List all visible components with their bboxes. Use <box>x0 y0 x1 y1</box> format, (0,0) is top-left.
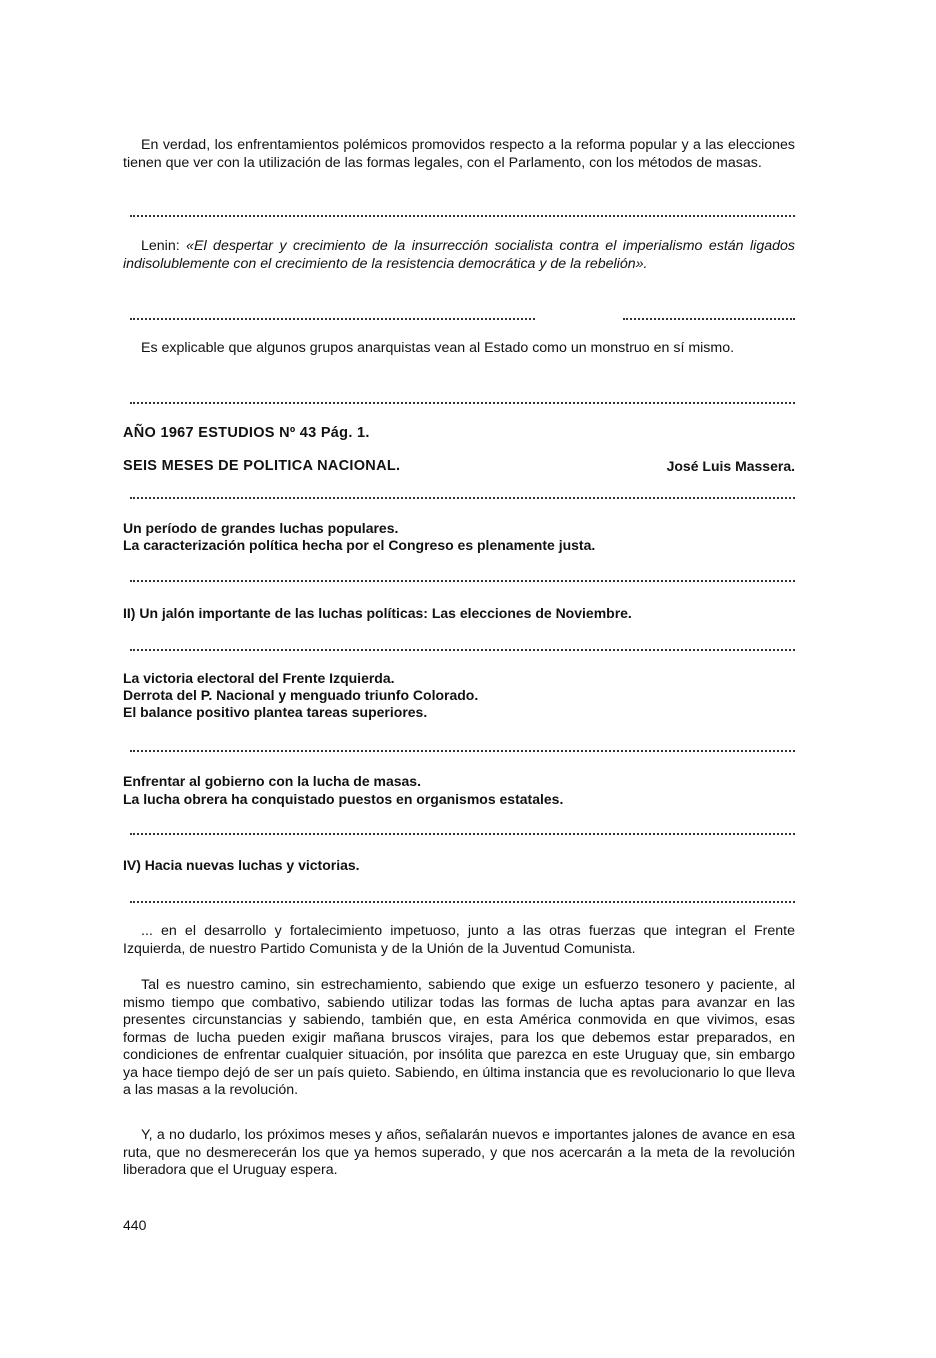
paragraph-lenin-quote <box>123 238 795 273</box>
source-reference: AÑO 1967 ESTUDIOS Nº 43 Pág. 1. <box>123 425 370 441</box>
ellipsis-separator <box>623 318 795 320</box>
ellipsis-separator <box>130 833 795 835</box>
paragraph-reforma: En verdad, los enfrentamientos polémicos promovidos respecto a la reforma popular y a las elecciones tienen que ver con la utilización de las formas legales, con el Parlamento, con los métodos de masas. <box>123 137 795 171</box>
section-heading-line: Un período de grandes luchas populares. <box>123 520 399 536</box>
closing-paragraph: ... en el desarrollo y fortalecimiento impetuoso, junto a las otras fuerzas que integran el Frente Izquierda, de nuestro Partido Comunista y de la Unión de la Juventud Comunista. <box>123 923 795 957</box>
ellipsis-separator <box>130 901 795 903</box>
closing-paragraph: Tal es nuestro camino, sin estrechamiento, sabiendo que exige un esfuerzo tesonero y paciente, al mismo tiempo que combativo, sabiendo utilizar todas las formas de lucha aptas para avanzar en las presentes circunstancias y sabiendo, también que, en esta América conmovida en que vivimos, esas formas de lucha pueden exigir mañana bruscos virajes, para los que debemos estar preparados, en condiciones de enfrentar cualquier situación, por insólita que parezca en este Uruguay que, sin embargo ya hace tiempo dejó de ser un país quieto. Sabiendo, en última instancia que es revolucionario lo que lleva a las masas a la revolución. <box>123 977 795 1098</box>
article-title: SEIS MESES DE POLITICA NACIONAL. <box>123 458 401 474</box>
section-heading-line: El balance positivo plantea tareas superiores. <box>123 704 428 720</box>
section-heading-line: La victoria electoral del Frente Izquierda. <box>123 670 395 686</box>
section-heading-line: IV) Hacia nuevas luchas y victorias. <box>123 857 360 873</box>
article-author: José Luis Massera. <box>666 458 795 474</box>
section-heading-line: Derrota del P. Nacional y menguado triunfo Colorado. <box>123 687 479 703</box>
ellipsis-separator <box>130 750 795 752</box>
section-heading-line: II) Un jalón importante de las luchas políticas: Las elecciones de Noviembre. <box>123 605 632 621</box>
ellipsis-separator <box>130 497 795 499</box>
section-heading-line: Enfrentar al gobierno con la lucha de masas. <box>123 773 421 789</box>
quote-attribution: Lenin: <box>141 238 187 254</box>
page-number: 440 <box>123 1217 147 1233</box>
quote-text: «El despertar y crecimiento de la insurrección socialista contra el imperialismo están ligados indisolublemente con el crecimiento de la resistencia democrática y de la rebelión». <box>123 238 795 272</box>
paragraph-anarquistas: Es explicable que algunos grupos anarquistas vean al Estado como un monstruo en sí mismo. <box>141 340 735 356</box>
ellipsis-separator <box>130 580 795 582</box>
ellipsis-separator <box>130 649 795 651</box>
section-heading-line: La lucha obrera ha conquistado puestos en organismos estatales. <box>123 791 564 807</box>
section-heading-line: La caracterización política hecha por el Congreso es plenamente justa. <box>123 537 596 553</box>
ellipsis-separator <box>130 215 795 217</box>
ellipsis-separator <box>130 402 795 404</box>
ellipsis-separator <box>130 318 535 320</box>
closing-paragraph: Y, a no dudarlo, los próximos meses y años, señalarán nuevos e importantes jalones de avance en esa ruta, que no desmerecerán los que ya hemos superado, y que nos acercarán a la meta de la revolución liberadora que el Uruguay espera. <box>123 1127 795 1178</box>
